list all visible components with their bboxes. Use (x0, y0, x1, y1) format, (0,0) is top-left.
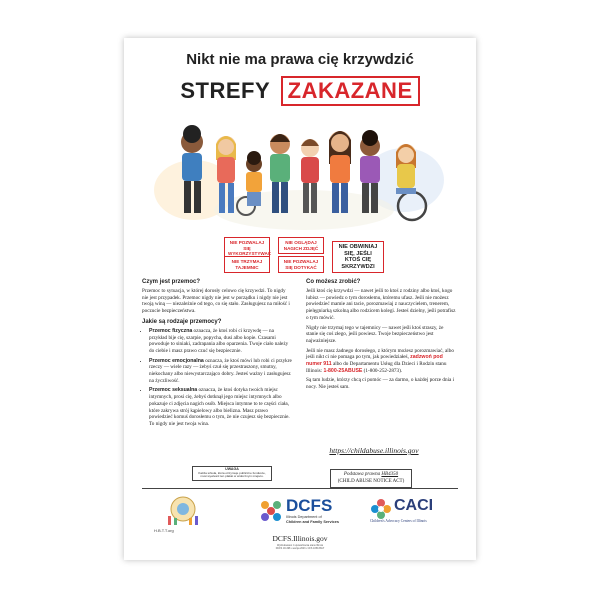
list-item (149, 328, 292, 355)
poster-title: Nikt nie ma prawa cię krzywdzić (186, 51, 414, 68)
dcfs-subtitle-2: Children and Family Services (286, 520, 339, 524)
abuse-types-list (142, 328, 292, 428)
right-column (306, 278, 456, 394)
childabuse-link[interactable]: https://childabuse.illinois.gov (329, 446, 419, 455)
list-item (149, 387, 292, 427)
caci-subtitle: Children's Advocacy Centers of Illinois (370, 519, 427, 523)
hotline-text-b: albo do Departamentu Usług dla Dzieci i Rodzin stanu Illinois: (306, 361, 447, 374)
legal-basis-label: Podstawa prawna (343, 472, 381, 477)
tag-nie-wykorzystywac: NIE POZWALAJ SIĘ WYKORZYSTYWAĆ (224, 237, 270, 260)
left-column (142, 278, 292, 431)
section-heading-co-mozesz: Co możesz zrobić? (306, 279, 361, 285)
paragraph-hotline (306, 348, 456, 375)
list-item (149, 358, 292, 385)
notice-text: Każda szkoła, która otrzymuje publiczne fundusze, musi wywiesić ten plakat w widocznym miejscu. (198, 470, 266, 479)
tag-nie-dotykac: NIE POZWALAJ SIĘ DOTYKAĆ (278, 256, 324, 273)
tag-nie-zdjec: NIE OGLĄDAJ NAGICH ZDJĘĆ (278, 237, 324, 254)
fineprint-line-2: DCFS 18-498 • wersja 2023 • CFS 1050-89-P (275, 547, 325, 550)
paragraph-not-alone: Są tam ludzie, którzy chcą ci pomóc — za darmo, o każdej porze dnia i nocy. Nie jesteś sam. (306, 377, 455, 391)
list-item-label: Przemoc fizyczna (149, 327, 193, 334)
paragraph-no-secret: Nigdy nie trzymaj tego w tajemnicy — nawet jeśli ktoś straszy, że stanie się coś złego, jeśli powiesz. Twoje bezpieczeństwo jest najważniejsze. (306, 324, 444, 344)
hotline-text-a: Jeśli nie masz żadnego dorosłego, z którym możesz porozmawiać, albo jeśli nikt ci nie pomaga po tym, jak powiedziałeś, (306, 347, 454, 361)
list-item-text: oznacza, że ktoś dotyka twoich miejsc intymnych, prosi cię, żebyś dotknął jego miejsc intymnych albo pokazuje ci zdjęcia nagich osób. Miejsca intymne to te części ciała, które zakrywa strój kąpielowy albo bielizna. Masz prawo powiedzieć komuś dorosłemu o tym, że nie czujesz się bezpiecznie. To nigdy nie jest twoja wina. (149, 387, 290, 427)
tag-nie-obwiniaj: NIE OBWINIAJ SIĘ, JEŚLI KTOŚ CIĘ SKRZYWDZI (332, 241, 384, 273)
notice-heading: UWAGA (225, 467, 239, 471)
legal-act-name: (CHILD ABUSE NOTICE ACT) (337, 478, 405, 484)
caci-logo-text: CACI (394, 497, 434, 514)
call-911-text: zadzwoń pod numer 911 (306, 354, 443, 368)
hbtt-logo-icon (162, 494, 204, 528)
headline-word-strefy: STREFY (180, 78, 271, 103)
footer-url[interactable]: DCFS.Illinois.gov (272, 534, 328, 543)
paragraph-definition: Przemoc to sytuacja, w której dorosły celowo cię krzywdzi. To nigdy nie jest przypadek. Przemoc nigdy nie jest w porządku i nigdy nie jest twoją winą — niezależnie od tego, co się stało. Zasługujesz na miłość i poczucie bezpieczeństwa. (142, 288, 290, 315)
hotline-phone-digits: (1-800-252-2873). (363, 367, 403, 374)
list-item-text: oznacza, że ktoś mówi lub robi ci przykre rzeczy — wiele razy — żebyś czuł się przestraszony, smutny, niekochany albo niewystarczająco dobry. Jesteś ważny i zasługujesz na życzliwość. (149, 357, 292, 384)
footer-divider (142, 488, 458, 489)
dcfs-people-icon (258, 498, 284, 524)
hotline-phone[interactable]: 1-800-25ABUSE (323, 367, 363, 374)
legal-basis-box (330, 469, 412, 488)
paragraph-tell-adult: Jeśli ktoś cię krzywdzi — nawet jeśli to ktoś z rodziny albo ktoś, kogo lubisz — powiedz o tym dorosłemu, któremu ufasz. Jeśli nie możesz powiedzieć mamie ani tacie, porozmawiaj z nauczycielem, trenerem, pielęgniarką szkolną albo rodzicem kolegi. Jesteś dzielny, jeśli potrafisz o tym mówić. (306, 288, 456, 321)
hbtt-caption: H.B.T.T.org (154, 528, 174, 533)
list-item-text: oznacza, że ktoś robi ci krzywdę — na przykład bije cię, szarpie, popycha, dusi albo kopie. Czasami powoduje to siniaki, zadrapania albo oparzenia. Twoje ciało należy do ciebie i masz prawo czuć się bezpiecznie. (149, 327, 289, 354)
caci-flower-icon (370, 498, 392, 520)
section-heading-przemoc: Czym jest przemoc? (142, 279, 201, 285)
footer-fineprint (124, 544, 476, 550)
children-illustration (154, 120, 446, 230)
legal-bill-number: HB4350 (381, 472, 399, 477)
list-item-label: Przemoc seksualna (149, 387, 198, 394)
tag-nie-tajemnic: NIE TRZYMAJ TAJEMNIC (224, 256, 270, 273)
headline (124, 76, 476, 106)
notice-box (192, 466, 272, 481)
list-item-label: Przemoc emocjonalna (149, 357, 204, 364)
section-heading-rodzaje: Jakie są rodzaje przemocy? (142, 318, 222, 325)
poster (124, 38, 476, 560)
fineprint-line-1: Wydrukowano z upoważnienia stanu Illinois (276, 544, 324, 547)
dcfs-subtitle-1: Illinois Department of (286, 515, 322, 519)
dcfs-logo-text: DCFS (286, 496, 333, 515)
headline-word-zakazane: ZAKAZANE (281, 76, 420, 106)
